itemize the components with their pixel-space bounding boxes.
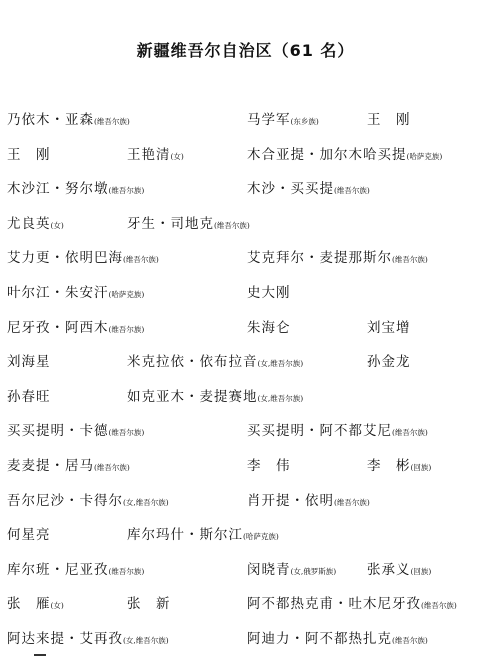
delegate-note: (哈萨克族) (243, 532, 279, 542)
delegate-entry (127, 345, 303, 381)
delegate-name: 张 新 (127, 596, 171, 613)
delegate-name: 张承义 (367, 561, 411, 578)
delegate-note: (女) (50, 601, 64, 611)
delegate-name: 闵晓青 (247, 561, 291, 578)
delegate-name: 何星亮 (7, 527, 51, 544)
name-row (0, 380, 491, 415)
delegate-name: 王 刚 (367, 112, 411, 128)
delegate-name: 吾尔尼沙・卡得尔 (7, 492, 123, 509)
name-row (0, 518, 491, 553)
name-row (0, 345, 491, 380)
delegate-entry (7, 622, 169, 658)
delegate-note: (维吾尔族) (108, 186, 145, 196)
delegate-entry (7, 553, 144, 589)
delegate-name: 阿迪力・阿不都热扎克 (247, 630, 392, 647)
delegate-name: 肖开提・依明 (247, 492, 334, 509)
delegate-note: (维吾尔族) (421, 601, 457, 611)
delegate-name: 孙金龙 (367, 354, 411, 371)
delegate-note: (东乡族) (290, 117, 319, 126)
delegate-entry (367, 345, 411, 379)
delegate-note: (女) (50, 220, 64, 230)
delegate-entry (247, 414, 428, 450)
delegate-entry (247, 103, 319, 139)
delegate-entry (247, 138, 442, 174)
delegate-note: (哈萨克族) (406, 151, 443, 161)
delegate-entry (7, 103, 130, 139)
delegate-name: 李 伟 (247, 457, 291, 474)
delegate-entry (7, 449, 130, 485)
delegate-entry (247, 449, 291, 483)
delegate-name: 麦麦提・居马 (7, 457, 94, 474)
name-row (0, 103, 491, 138)
delegate-entry (7, 172, 144, 208)
page-edge-mark (34, 654, 46, 656)
name-row (0, 241, 491, 276)
name-row (0, 138, 491, 173)
delegate-name: 艾克拜尔・麦提那斯尔 (247, 250, 392, 267)
delegate-note: (维吾尔族) (94, 117, 130, 126)
name-row (0, 449, 491, 484)
name-row (0, 414, 491, 449)
name-row (0, 276, 491, 311)
delegate-name: 库尔班・尼亚孜 (7, 561, 109, 578)
delegate-name: 李 彬 (367, 457, 411, 474)
name-row (0, 622, 491, 657)
delegate-entry (7, 311, 144, 347)
delegate-note: (女,俄罗斯族) (290, 566, 337, 576)
delegate-name: 叶尔江・朱安汗 (7, 284, 109, 301)
delegate-name: 史大刚 (247, 284, 291, 301)
delegate-name: 库尔玛什・斯尔江 (127, 527, 243, 544)
name-row (0, 587, 491, 622)
delegate-note: (回族) (410, 462, 432, 472)
delegate-name: 阿不都热克甫・吐木尼牙孜 (247, 596, 421, 613)
delegate-entry (247, 622, 428, 658)
delegate-entry (247, 587, 457, 623)
delegate-entry (247, 553, 336, 589)
delegate-name: 乃依木・亚森 (7, 112, 94, 128)
delegate-note: (维吾尔族) (392, 635, 428, 645)
delegate-name: 尼牙孜・阿西木 (7, 319, 109, 336)
delegate-note: (维吾尔族) (214, 220, 250, 230)
delegate-entry (7, 241, 159, 277)
delegate-name: 买买提明・阿不都艾尼 (247, 423, 392, 440)
delegate-note: (女,维吾尔族) (123, 497, 169, 507)
delegate-name: 马学军 (247, 112, 291, 128)
delegate-name: 刘宝增 (367, 319, 411, 336)
delegate-list (0, 103, 491, 657)
delegate-note: (女,维吾尔族) (123, 635, 169, 645)
delegate-entry (367, 103, 411, 137)
delegate-note: (维吾尔族) (108, 428, 145, 438)
delegate-entry (7, 207, 64, 243)
delegate-entry (7, 414, 144, 450)
delegate-note: (女,维吾尔族) (257, 393, 304, 403)
delegate-name: 尤良英 (7, 215, 51, 232)
delegate-entry (127, 207, 250, 243)
delegate-entry (247, 241, 428, 277)
delegate-note: (维吾尔族) (334, 186, 370, 196)
delegate-name: 木沙江・努尔墩 (7, 181, 109, 198)
delegate-entry (247, 276, 291, 310)
delegate-note: (维吾尔族) (123, 255, 159, 265)
delegate-entry (7, 518, 51, 552)
delegate-name: 阿达来提・艾再孜 (7, 630, 123, 647)
delegate-entry (127, 518, 279, 554)
delegate-note: (维吾尔族) (94, 462, 130, 472)
delegate-entry (367, 553, 431, 589)
delegate-name: 张 雁 (7, 596, 51, 613)
delegate-entry (7, 138, 51, 172)
delegate-name: 朱海仑 (247, 319, 291, 336)
delegate-name: 米克拉依・依布拉音 (127, 354, 258, 371)
delegate-entry (7, 276, 144, 312)
delegate-note: (维吾尔族) (108, 324, 145, 334)
delegate-note: (维吾尔族) (108, 566, 145, 576)
delegate-name: 木合亚提・加尔木哈买提 (247, 146, 407, 163)
name-row (0, 311, 491, 346)
delegate-note: (女) (170, 151, 184, 161)
delegate-note: (女,维吾尔族) (257, 359, 304, 369)
delegate-entry (247, 311, 291, 345)
delegate-name: 如克亚木・麦提赛地 (127, 388, 258, 405)
delegate-note: (回族) (410, 566, 432, 576)
delegate-name: 刘海星 (7, 354, 51, 371)
delegate-entry (247, 172, 370, 208)
delegate-entry (7, 587, 64, 623)
document-title: 新疆维吾尔自治区（61 名） (136, 41, 355, 60)
name-row (0, 172, 491, 207)
delegate-note: (维吾尔族) (392, 255, 428, 265)
delegate-name: 木沙・买买提 (247, 181, 334, 198)
name-row (0, 207, 491, 242)
delegate-entry (7, 484, 169, 520)
delegate-note: (维吾尔族) (392, 428, 428, 438)
delegate-name: 买买提明・卡德 (7, 423, 109, 440)
delegate-entry (127, 380, 303, 416)
delegate-name: 孙春旺 (7, 388, 51, 405)
delegate-note: (维吾尔族) (334, 497, 370, 507)
delegate-entry (247, 484, 370, 520)
delegate-name: 艾力更・依明巴海 (7, 250, 123, 267)
name-row (0, 484, 491, 519)
name-row (0, 553, 491, 588)
delegate-entry (7, 345, 51, 379)
delegate-entry (127, 587, 171, 621)
delegate-entry (127, 138, 184, 174)
delegate-entry (7, 380, 51, 414)
delegate-entry (367, 449, 431, 485)
delegate-note: (哈萨克族) (108, 289, 145, 299)
delegate-name: 王 刚 (7, 146, 51, 163)
delegate-name: 牙生・司地克 (127, 215, 214, 232)
delegate-name: 王艳清 (127, 146, 171, 163)
delegate-entry (367, 311, 411, 345)
